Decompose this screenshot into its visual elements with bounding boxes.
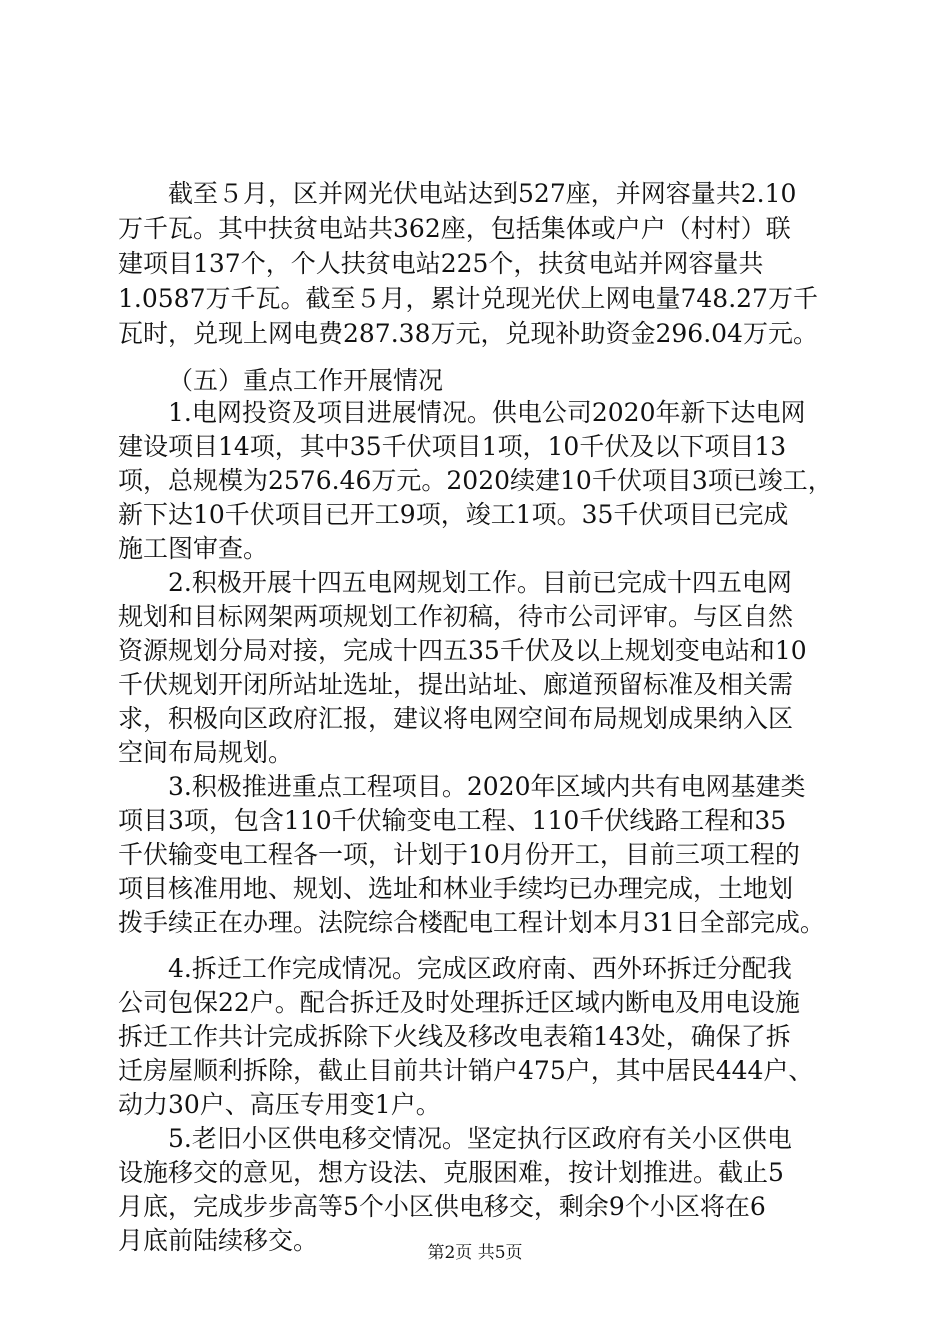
item-5-line-3: 月底，完成步步高等5个小区供电移交，剩余9个小区将在6 [118, 1192, 766, 1221]
item-4-line-1: 4.拆迁工作完成情况。完成区政府南、西外环拆迁分配我 [168, 954, 792, 983]
paragraph-1-line-4: 1.0587万千瓦。截至５月，累计兑现光伏上网电量748.27万千 [118, 284, 818, 313]
item-1-line-3: 项，总规模为2576.46万元。2020续建10千伏项目3项已竣工， [118, 466, 833, 495]
item-3-line-1: 3.积极推进重点工程项目。2020年区域内共有电网基建类 [168, 772, 806, 801]
item-3-line-5: 拨手续正在办理。法院综合楼配电工程计划本月31日全部完成。 [118, 908, 825, 937]
item-5-line-1: 5.老旧小区供电移交情况。坚定执行区政府有关小区供电 [168, 1124, 792, 1153]
item-4-line-5: 动力30户、高压专用变1户。 [118, 1090, 441, 1119]
item-3-line-3: 千伏输变电工程各一项，计划于10月份开工，目前三项工程的 [118, 840, 800, 869]
paragraph-1-line-5: 瓦时，兑现上网电费287.38万元，兑现补助资金296.04万元。 [118, 319, 818, 348]
item-4-line-4: 迁房屋顺利拆除，截止目前共计销户475户，其中居民444户、 [118, 1056, 814, 1085]
item-3-line-2: 项目3项，包含110千伏输变电工程、110千伏线路工程和35 [118, 806, 787, 835]
item-3-line-4: 项目核准用地、规划、选址和林业手续均已办理完成，土地划 [118, 874, 794, 903]
item-2-line-4: 千伏规划开闭所站址选址，提出站址、廊道预留标准及相关需 [118, 670, 794, 699]
item-5-line-4: 月底前陆续移交。 [118, 1226, 319, 1255]
item-2-line-6: 空间布局规划。 [118, 738, 294, 767]
page-footer: 第2页 共5页 [427, 1243, 523, 1263]
item-2-line-3: 资源规划分局对接，完成十四五35千伏及以上规划变电站和10 [118, 636, 807, 665]
item-4-line-3: 拆迁工作共计完成拆除下火线及移改电表箱143处，确保了拆 [118, 1022, 791, 1051]
item-5-line-2: 设施移交的意见，想方设法、克服困难，按计划推进。截止5 [118, 1158, 784, 1187]
item-1-line-5: 施工图审查。 [118, 534, 269, 563]
item-1-line-4: 新下达10千伏项目已开工9项，竣工1项。35千伏项目已完成 [118, 500, 789, 529]
item-2-line-2: 规划和目标网架两项规划工作初稿，待市公司评审。与区自然 [118, 602, 794, 631]
item-2-line-5: 求，积极向区政府汇报，建议将电网空间布局规划成果纳入区 [118, 704, 794, 733]
item-4-line-2: 公司包保22户。配合拆迁及时处理拆迁区域内断电及用电设施 [118, 988, 800, 1017]
item-1-line-2: 建设项目14项，其中35千伏项目1项，10千伏及以下项目13 [118, 432, 787, 461]
paragraph-1-line-1: 截至５月，区并网光伏电站达到527座，并网容量共2.10 [168, 179, 797, 208]
section-heading: （五）重点工作开展情况 [168, 366, 444, 395]
item-2-line-1: 2.积极开展十四五电网规划工作。目前已完成十四五电网 [168, 568, 792, 597]
paragraph-1-line-3: 建项目137个，个人扶贫电站225个，扶贫电站并网容量共 [118, 249, 764, 278]
item-1-line-1: 1.电网投资及项目进展情况。供电公司2020年新下达电网 [168, 398, 806, 427]
paragraph-1-line-2: 万千瓦。其中扶贫电站共362座，包括集体或户户（村村）联 [118, 214, 791, 243]
